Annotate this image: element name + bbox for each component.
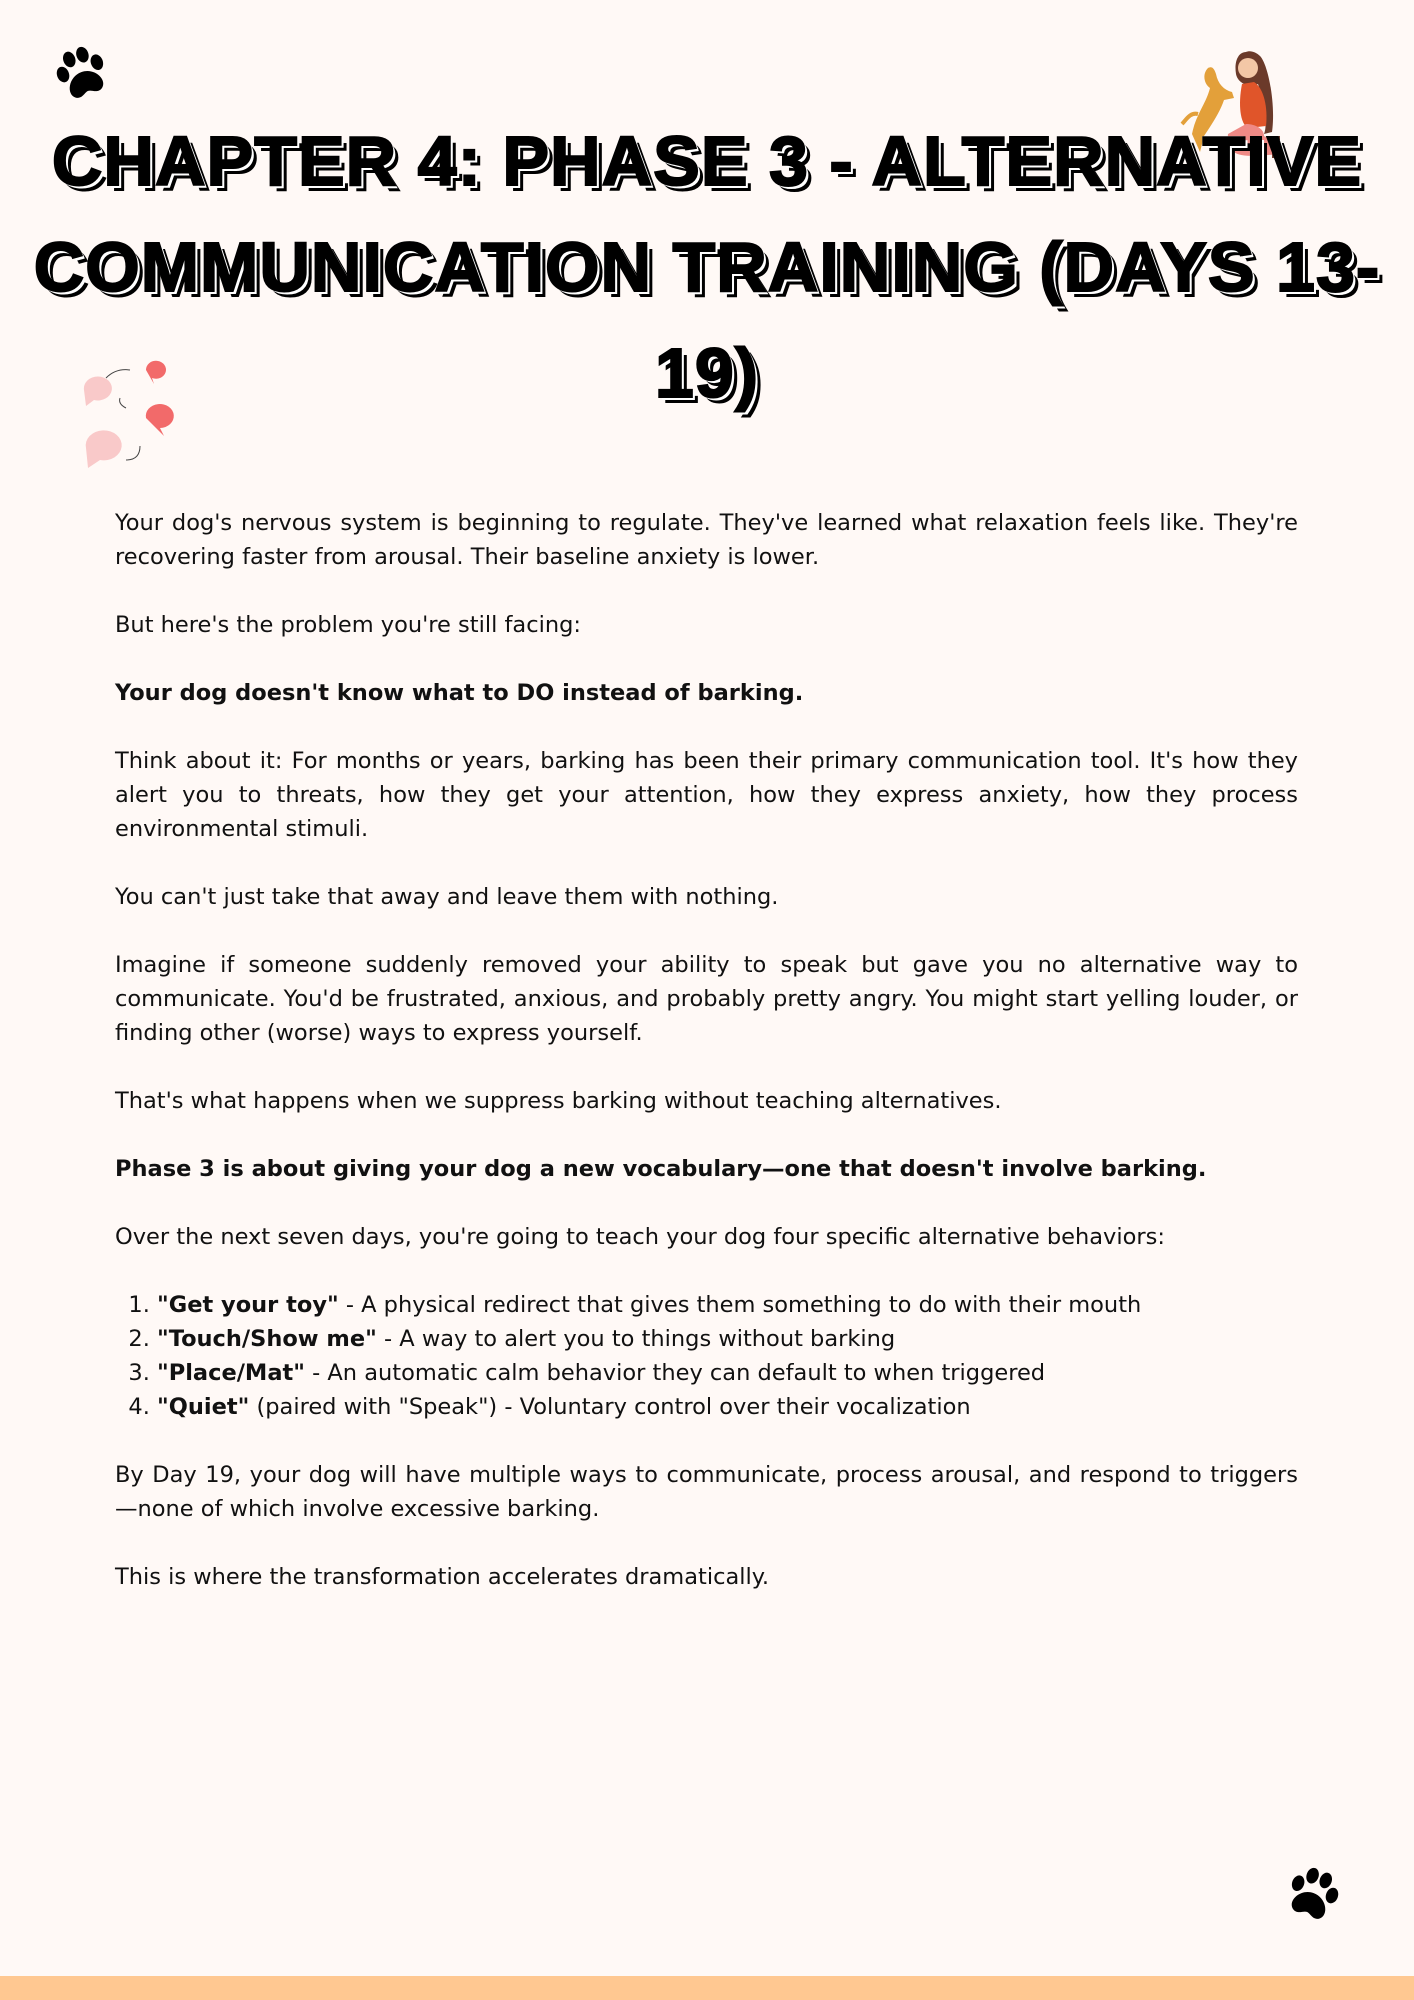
paragraph: Imagine if someone suddenly removed your ability to speak but gave you no alternative way to communicate. You'd be frustrated, anxious, and probably pretty angry. You might start yelling louder, or finding other (worse) ways to express yourself. [115, 952, 1298, 1046]
footer-bar [0, 1976, 1414, 2000]
paw-print-icon [52, 44, 112, 104]
chapter-title: CHAPTER 4: PHASE 3 - ALTERNATIVE COMMUNICATION TRAINING (DAYS 13-19) [33, 122, 1381, 412]
paragraph: Over the next seven days, you're going to teach your dog four specific alternative behaviors: [115, 1224, 1165, 1250]
list-item: 4. "Quiet" (paired with "Speak") - Voluntary control over their vocalization [157, 1390, 1298, 1424]
paragraph: Your dog's nervous system is beginning to regulate. They've learned what relaxation feels like. They're recovering faster from arousal. Their baseline anxiety is lower. [115, 510, 1298, 570]
chapter-body [115, 506, 1298, 1628]
paragraph: That's what happens when we suppress barking without teaching alternatives. [115, 1088, 1002, 1114]
paw-print-icon [1283, 1865, 1343, 1925]
paragraph: Think about it: For months or years, barking has been their primary communication tool. It's how they alert you to threats, how they get your attention, how they express anxiety, how they process environmental stimuli. [115, 748, 1298, 842]
list-item: 1. "Get your toy" - A physical redirect that gives them something to do with their mouth [157, 1288, 1298, 1322]
paragraph: By Day 19, your dog will have multiple ways to communicate, process arousal, and respond to triggers—none of which involve excessive barking. [115, 1462, 1298, 1522]
paragraph-bold: Your dog doesn't know what to DO instead of barking. [115, 680, 804, 706]
paragraph-bold: Phase 3 is about giving your dog a new vocabulary—one that doesn't involve barking. [115, 1156, 1207, 1182]
list-item: 3. "Place/Mat" - An automatic calm behavior they can default to when triggered [157, 1356, 1298, 1390]
behaviors-list [115, 1288, 1298, 1424]
list-item: 2. "Touch/Show me" - A way to alert you to things without barking [157, 1322, 1298, 1356]
paragraph: This is where the transformation accelerates dramatically. [115, 1564, 769, 1590]
paragraph: But here's the problem you're still facing: [115, 612, 581, 638]
paragraph: You can't just take that away and leave them with nothing. [115, 884, 779, 910]
